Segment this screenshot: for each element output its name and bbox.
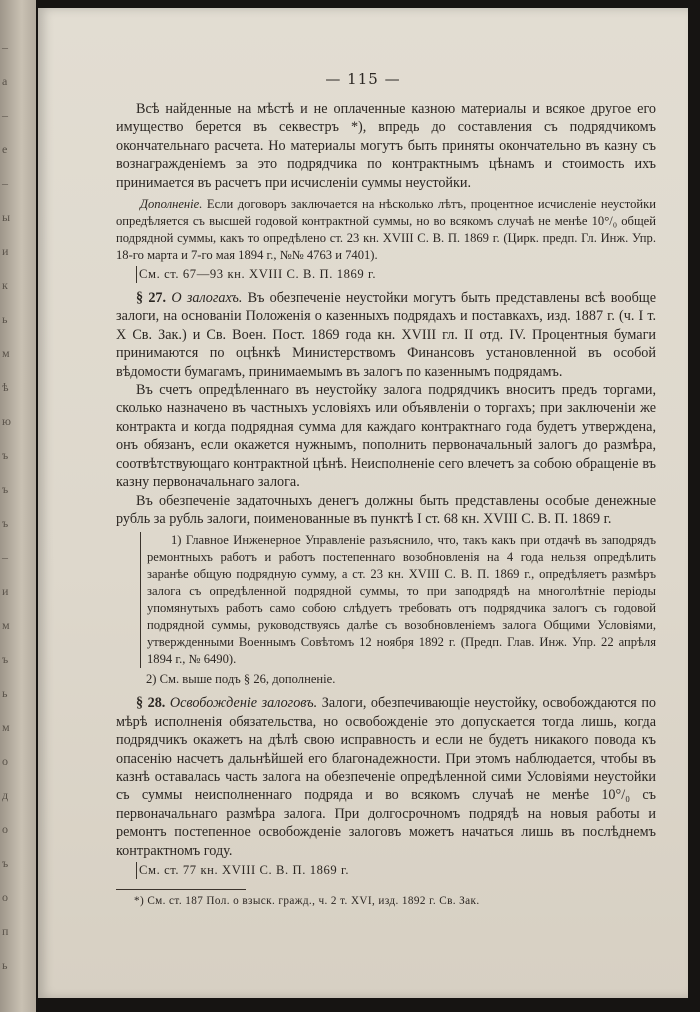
footnote-rule (116, 889, 246, 890)
page-body (116, 100, 656, 909)
page-number: — 115 — (325, 70, 401, 88)
footnote: *) См. ст. 187 Пол. о взыск. гражд., ч. 2 т. XVI, изд. 1892 г. Св. Зак. (134, 894, 480, 907)
section-28-paragraph (116, 694, 656, 860)
left-page-glyph: ъ (2, 856, 9, 870)
reference-articles-67-93: См. ст. 67—93 кн. XVIII С. В. П. 1869 г. (136, 266, 656, 283)
section-28-number: § 28. (136, 695, 166, 712)
section-27-title: О залогахъ. (171, 290, 243, 307)
paragraph-sequestration: Всѣ найденные на мѣстѣ и не оплаченные казною материалы и всякое другое его имущество берется въ секвестръ *), впредь до составления съ подрядчикомъ окончательнаго расчета. Но материалы могутъ быть приняты окончательно въ казну съ вознагражденiемъ за это подрядчика по контрактнымъ цѣнамъ и стоимость ихъ принимается въ расчетъ при исчисленiи суммы неустойки. (116, 101, 656, 191)
left-page-glyph: и (2, 244, 9, 258)
left-page-glyph: ъ (2, 448, 9, 462)
left-page-glyph: ы (2, 210, 11, 224)
left-page-glyph: ь (2, 958, 8, 972)
left-page-glyph: о (2, 754, 8, 768)
addition-label: Дополненiе. (140, 197, 203, 212)
left-page-glyph: ъ (2, 516, 9, 530)
left-page-glyph: – (2, 108, 8, 122)
section-27-paragraph-3: Въ обезпеченiе задаточныхъ денегъ должны быть представлены особые денежные рубль за рубль залоги, поименованные въ пунктѣ I ст. 68 кн. XVIII С. В. П. 1869 г. (116, 492, 656, 527)
section-27-text-1: Въ обезпеченiе неустойки могутъ быть представлены всѣ вообще залоги, на основанiи Положенiя о казенныхъ подрядахъ и поставкахъ, изд. 1887 г. (ч. I т. X Св. Зак.) и Св. Воен. Пост. 1869 года кн. XVIII гл. II отд. IV. Процентныя бумаги принимаются по оцѣнкѣ Министерствомъ Финансовъ установленной въ особой вѣдомости бумагамъ, принимаемымъ въ залогъ по казеннымъ подрядамъ. (116, 290, 657, 380)
left-page-glyph: п (2, 924, 9, 938)
section-27-note-1: 1) Главное Инженерное Управленiе разъяснило, что, такъ какъ при отдачѣ въ заподрядъ ремонтныхъ работъ и работъ постепеннаго возобновленiя на 4 года нельзя опредѣлить заранѣе общую подрядную сумму, а ст. 23 кн. XVIII С. В. П. 1869 г., опредѣляетъ размѣръ залога съ опредѣленной подрядной суммы, то при заподрядѣ на многолѣтнiе перiоды упомянутыхъ работъ само собою слѣдуетъ требовать отъ подрядчика залогъ съ годовой подрядной суммы, руководствуясь далѣе съ возобновленiемъ залога Общими Условiями, утвержденными Военнымъ Совѣтомъ 12 ноября 1892 г. (Предп. Глав. Инж. Упр. 22 апрѣля 1894 г., № 6490). (147, 533, 656, 667)
left-page-glyph: ъ (2, 652, 9, 666)
left-page-glyph: ъ (2, 482, 9, 496)
left-page-glyph: а (2, 74, 8, 88)
section-27-paragraph-2: Въ счетъ опредѣленнаго въ неустойку залога подрядчикъ вноситъ предъ торгами, сколько назначено въ частныхъ условiяхъ или объявленiи о торгахъ; при заключенiи же контракта и когда подрядная сумма для каждаго контрактнаго года будетъ утверждена, онъ обязанъ, если окажется нужнымъ, пополнить первоначальный залогъ до размѣра, соотвѣтствующаго контрактной цѣнѣ. Неисполненiе сего влечетъ за собою обращенiе въ казну первоначальнаго залога. (116, 382, 656, 491)
left-page-edge (0, 0, 36, 1012)
left-page-glyph: ь (2, 312, 8, 326)
left-page-glyph: е (2, 142, 8, 156)
left-page-glyph: о (2, 890, 8, 904)
left-page-glyph: ь (2, 686, 8, 700)
addition-text: Если договоръ заключается на нѣсколько лѣтъ, процентное исчисленiе неустойки опредѣляется съ высшей годовой контрактной суммы, но во всякомъ случаѣ не менѣе 10°/₀ общей подрядной суммы, какъ то опредѣлено ст. 23 кн. XVIII С. В. П. 1869 г. (Цирк. предп. Гл. Инж. Упр. 18-го марта и 7-го мая 1894 г., №№ 4763 и 7401). (116, 197, 656, 263)
book-page (38, 8, 688, 998)
left-page-glyph: м (2, 618, 10, 632)
left-page-glyph: ю (2, 414, 11, 428)
left-page-glyph: – (2, 40, 8, 54)
left-page-glyph: о (2, 822, 8, 836)
section-28-title: Освобожденiе залоговъ. (169, 695, 318, 712)
reference-article-77: См. ст. 77 кн. XVIII С. В. П. 1869 г. (136, 862, 656, 879)
left-page-glyph: ѣ (2, 380, 9, 394)
left-page-glyph: м (2, 346, 10, 360)
left-page-glyph: – (2, 176, 8, 190)
left-page-glyph: д (2, 788, 9, 802)
left-page-glyph: к (2, 278, 8, 292)
left-page-glyph: и (2, 584, 9, 598)
addition-note (116, 196, 656, 264)
section-27-note-2: 2) См. выше подъ § 26, дополненiе. (146, 672, 336, 687)
left-page-glyph: – (2, 550, 8, 564)
left-page-glyph: м (2, 720, 10, 734)
section-27-note-1-block (140, 532, 656, 668)
section-28-text: Залоги, обезпечивающiе неустойку, освобождаются по мѣрѣ исполненiя обязательства, но освобожденiе это допускается тогда лишь, когда подрядчикъ окажетъ на дѣлѣ свою исправность и если не будетъ никакого повода къ опасенiю насчетъ дальнѣйшей его благонадежности. При этомъ наблюдается, чтобы въ казнѣ оставалась часть залога на обезпеченiе опредѣленной сими Условiями неустойки съ суммы неисполненнаго подряда и во всякомъ случаѣ не менѣе 10°/₀ съ первоначальнаго размѣра залога. При долгосрочномъ подрядѣ на новыя работы и ремонтъ постепенное освобожденiе залоговъ можетъ начаться лишь въ послѣднемъ контрактномъ году. (116, 695, 657, 859)
section-27-paragraph-1 (116, 289, 656, 381)
section-27-number: § 27. (136, 290, 167, 307)
